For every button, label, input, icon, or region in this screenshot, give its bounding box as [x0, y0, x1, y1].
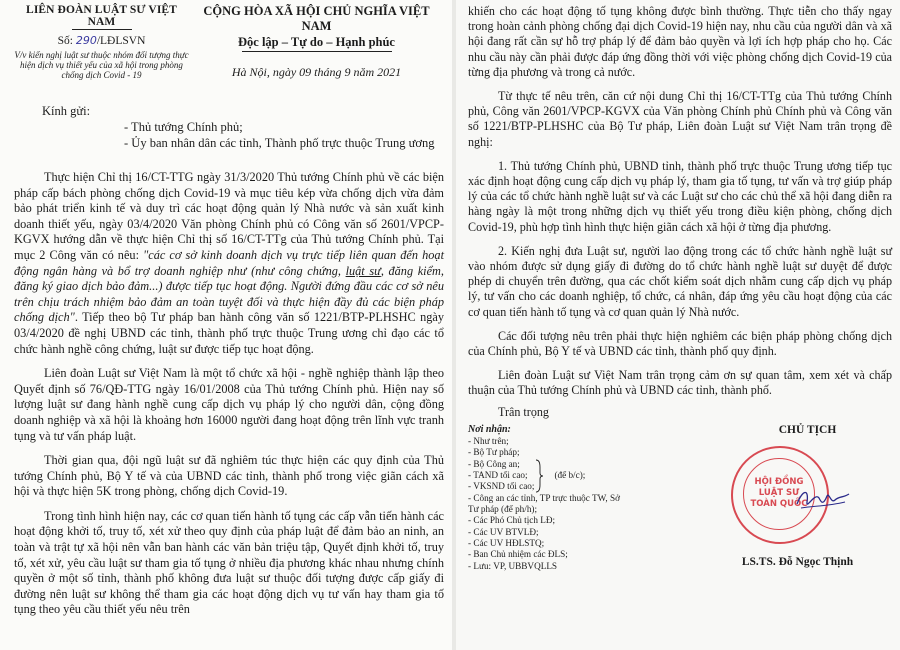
distribution-note: (để b/c);: [554, 470, 586, 481]
issue-date: Hà Nội, ngày 09 tháng 9 năm 2021: [231, 65, 402, 79]
distribution-item: - Như trên;: [468, 436, 509, 447]
closing-greeting: Trân trọng: [498, 404, 549, 419]
quote-underlined: luật sư: [345, 263, 381, 278]
document-number-handwritten: 290: [75, 34, 97, 47]
distribution-item: - Bộ Công an;: [468, 458, 520, 469]
document-number-prefix: Số:: [57, 35, 73, 47]
distribution-title: Nơi nhận:: [468, 423, 511, 435]
paragraph-text: Thực hiện Chỉ thị 16/CT-TTG ngày 31/3/2020 Thủ tướng Chính phủ về các biện pháp cấp bách phòng chống dịch Covid-19 và mục tiêu kép vừa chống dịch vừa đảm bảo phát triển kinh tế và duy trì các hoạt động quản lý Nhà nước và sản xuất kinh doanh thiết yếu, ngày 03/4/2020 Văn phòng Chính phủ có Công văn số 2601/VPCP-KGVX hướng dẫn về thực hiện Chỉ thị số 16/CT-TTg của Thủ tướng Chính phủ. Tại mục 2 Công văn có nêu:: [14, 170, 444, 262]
document-header: [14, 4, 444, 80]
distribution-group: [468, 459, 683, 493]
body-paragraph: Trong tình hình hiện nay, các cơ quan tiến hành tố tụng các cấp vẫn tiến hành các hoạt động khởi tố, truy tố, xét xử theo quy định của pháp luật để đảm bảo an ninh, an toàn và trật tự xã hội nên vẫn ban hành các văn bản triệu tập, Quyết định khởi tố, truy tố, xét xử, yêu cầu luật sư tham gia tố tụng ở nhiều địa phương khác nhau nhưng chính quyền ở một số tỉnh, thành phố không đưa luật sư thuộc đối tượng được cấp giấy đi đường nên luật sư không thể tham gia các hoạt động dịch vụ tư vấn hay tham gia tố tụng theo yêu cầu thiết yếu nêu trên: [14, 508, 444, 617]
right-page: [456, 0, 900, 650]
motto-underline: [242, 51, 392, 52]
paragraph-text: . Tiếp theo bộ Tư pháp ban hành công văn số 1221/BTP-PLHSHC ngày 03/4/2020 đề nghị UBND các tỉnh, thành phố trực thuộc Trung ương chỉ đạo các tổ chức hành nghề công chứng, luật sư được tiếp tục hoạt động.: [14, 310, 444, 356]
document-number-suffix: /LĐLSVN: [96, 35, 146, 47]
recipient-item: - Thủ tướng Chính phủ;: [124, 120, 243, 134]
distribution-item: - Bộ Tư pháp;: [468, 447, 520, 458]
body-paragraph: khiến cho các hoạt động tố tụng không được bình thường. Thực tiễn cho thấy ngay trong hoàn cảnh phòng chống đại dịch Covid-19 hiện nay, nhu cầu của người dân và xã hội đang rất cần sự hỗ trợ pháp lý để đảm bảo quyền và lợi ích hợp pháp cho họ. Các nhu cầu này cần phải được đáp ứng đồng thời với việc phòng chống dịch Covid-19 của từng địa phương và trong cả nước.: [468, 4, 892, 79]
distribution-item: - Các UV BTVLĐ;: [468, 526, 539, 537]
proposal-item: 2. Kiến nghị đưa Luật sư, người lao động trong các tổ chức hành nghề luật sư vào nhóm được sử dụng giấy đi đường do tổ chức hành nghề luật sư duyệt để được phép di chuyển trên đường, qua các chốt kiểm soát dịch nhằm cung cấp dịch vụ pháp lý, tư vấn cho các doanh nghiệp, tổ chức, cá nhân, đáp ứng yêu cầu hoạt động của các cơ quan tiến hành tố tụng và cơ quan quản lý Nhà nước.: [468, 243, 892, 319]
distribution-list: [468, 424, 683, 614]
distribution-item: - Các Phó Chủ tịch LĐ;: [468, 515, 556, 526]
body-paragraph: Các đối tượng nêu trên phải thực hiện nghiêm các biện pháp phòng chống dịch của Chính phủ, Bộ Y tế và UBND các tỉnh, thành phố quy định.: [468, 328, 892, 359]
recipient-item: - Ủy ban nhân dân các tỉnh, Thành phố trực thuộc Trung ương: [124, 136, 435, 150]
body-paragraph: Liên đoàn Luật sư Việt Nam trân trọng cảm ơn sự quan tâm, xem xét và chấp thuận của Thủ tướng Chính phủ và UBND các tỉnh, thành phố.: [468, 368, 892, 398]
national-heading: [189, 4, 444, 80]
body-paragraph: Từ thực tế nêu trên, căn cứ nội dung Chỉ thị 16/CT-TTg của Thủ tướng Chính phủ, Công văn 2601/VPCP-KGVX của Văn phòng Chính phủ Chính phủ và Công văn số 1221/BTP-PLHSHC của Bộ Tư pháp, Liên đoàn Luật sư Việt Nam trân trọng đề nghị:: [468, 89, 892, 149]
organization-name: LIÊN ĐOÀN LUẬT SƯ VIỆT NAM: [26, 4, 177, 28]
handwritten-signature: [793, 484, 853, 514]
body-paragraph: Thời gian qua, đội ngũ luật sư đã nghiêm túc thực hiện các quy định của Thủ tướng Chính phủ, Bộ Y tế và của UBND các tỉnh, thành phố trong việc giãn cách xã hội và thực hiện 5K trong phòng, chống dịch Covid-19.: [14, 453, 444, 499]
signer-title: CHỦ TỊCH: [778, 423, 837, 436]
seal-text: TOÀN QUỐC: [750, 499, 808, 510]
seal-text: LUẬT SƯ: [758, 488, 800, 499]
document-number: [14, 34, 189, 47]
issuing-organization: [14, 4, 189, 80]
distribution-item: - Lưu: VP, UBBVQLLS: [468, 560, 558, 571]
distribution-item: - Các UV HĐLSTQ;: [468, 537, 545, 548]
recipients-label: Kính gửi:: [42, 104, 91, 118]
signer-name: LS.TS. Đỗ Ngọc Thịnh: [741, 555, 854, 568]
distribution-item: - VKSND tối cao;: [468, 481, 535, 492]
quote-part: , đăng kiểm, đăng ký giao dịch bảo đảm...) được tiếp tục hoạt động. Người đứng đầu các cơ sở nêu trên chịu trách nhiệm bảo đảm an toàn tuyệt đối và thực hiện đầy đủ các biện pháp chống dịch": [14, 263, 444, 325]
national-motto: Độc lập – Tự do – Hạnh phúc: [238, 35, 395, 49]
seal-text: HỘI ĐỒNG: [754, 477, 804, 488]
distribution-item: - Ban Chủ nhiệm các ĐLS;: [468, 549, 568, 560]
quote-part: "các cơ sở kinh doanh dịch vụ trực tiếp liên quan đến hoạt động ngân hàng và bổ trợ doanh nghiệp như (như công chứng,: [14, 247, 444, 278]
header-divider: [72, 29, 132, 30]
body-paragraph: Liên đoàn Luật sư Việt Nam là một tổ chức xã hội - nghề nghiệp thành lập theo Quyết định số 76/QĐ-TTG ngày 16/01/2008 của Thủ tướng Chính phủ. Hiện nay số lượng luật sư đang hành nghề cung cấp dịch vụ pháp lý cho người dân, cộng đồng doanh nghiệp và xã hội là khoảng hơn 16000 người đang hoạt động trên lĩnh vực tranh tụng và tư vấn pháp luật.: [14, 366, 444, 443]
distribution-item: - TAND tối cao;: [468, 470, 528, 481]
document-subject: V/v kiến nghị luật sư thuộc nhóm đối tượng thực hiện dịch vụ thiết yếu của xã hội trong phòng chống dịch Covid - 19: [14, 50, 189, 80]
signature-block: [468, 424, 892, 614]
brace-icon: [534, 459, 544, 493]
distribution-item: Tư pháp (để ph/h);: [468, 504, 538, 515]
distribution-group-items: [468, 459, 534, 493]
distribution-item: - Công an các tỉnh, TP trực thuộc TW, Sở: [468, 492, 620, 503]
body-paragraph: [14, 170, 444, 357]
nation-name: CỘNG HÒA XÃ HỘI CHỦ NGHĨA VIỆT NAM: [203, 4, 430, 33]
signature-area: [683, 424, 892, 614]
proposal-item: 1. Thủ tướng Chính phủ, UBND tỉnh, thành phố trực thuộc Trung ương tiếp tục xác định hoạt động cung cấp dịch vụ pháp lý, tham gia tố tụng, tư vấn và trợ giúp pháp lý của các tổ chức hành nghề luật sư và các Luật sư cho các chủ thể xã hội đang diễn ra hàng ngày là một trong những dịch vụ thiết yếu trong điều kiện phòng, chống dịch Covid-19, phù hợp tình hình thực hiện giãn cách xã hội ở từng địa phương.: [468, 158, 892, 234]
